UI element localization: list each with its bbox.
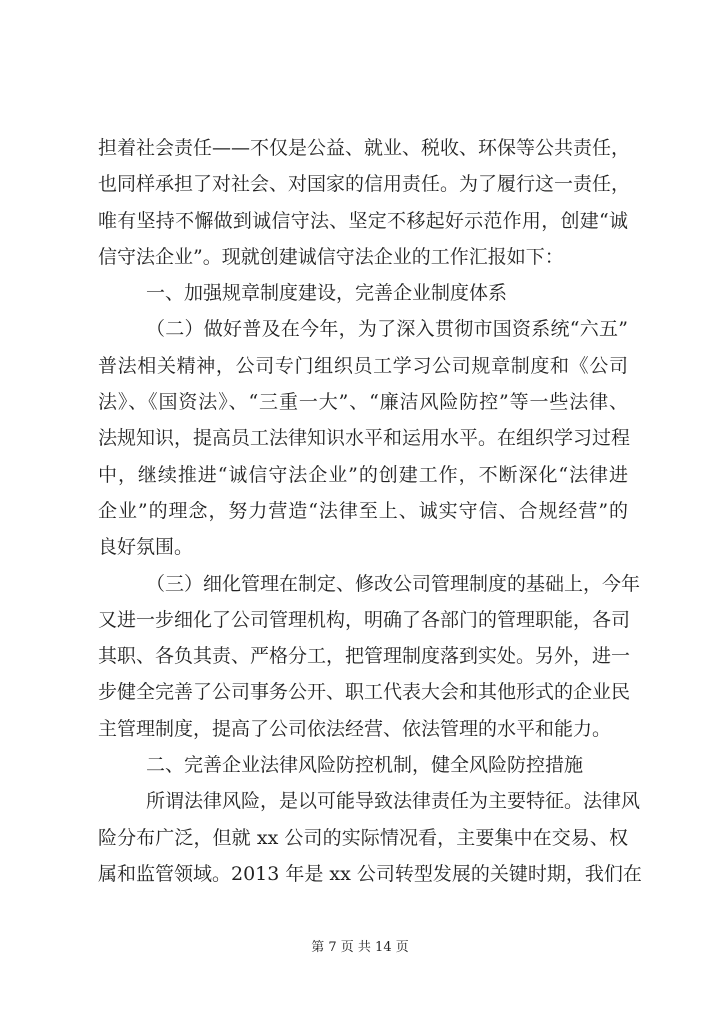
text-line: 法》、《国资法》、“三重一大”、“廉洁风险防控”等一些法律、 <box>98 391 628 414</box>
text-line: 所谓法律风险，是以可能导致法律责任为主要特征。法律风 <box>146 790 641 813</box>
text-line: （二）做好普及在今年，为了深入贯彻市国资系统“六五” <box>146 318 628 341</box>
text-line: 信守法企业”。现就创建诚信守法企业的工作汇报如下： <box>98 245 564 268</box>
text-line: 普法相关精神，公司专门组织员工学习公司规章制度和《公司 <box>98 354 628 377</box>
text-line: 中，继续推进“诚信守法企业”的创建工作，不断深化“法律进 <box>98 463 628 486</box>
text-line: （三）细化管理在制定、修改公司管理制度的基础上，今年 <box>146 572 641 595</box>
text-line: 企业”的理念，努力营造“法律至上、诚实守信、合规经营”的 <box>98 499 628 522</box>
section-heading: 二、完善企业法律风险防控机制，健全风险防控措施 <box>146 754 584 777</box>
text-line: 步健全完善了公司事务公开、职工代表大会和其他形式的企业民 <box>98 681 631 704</box>
text-line: 唯有坚持不懈做到诚信守法、坚定不移起好示范作用，创建“诚 <box>98 209 628 232</box>
text-line: 主管理制度，提高了公司依法经营、依法管理的水平和能力。 <box>98 717 612 740</box>
text-line: 法规知识，提高员工法律知识水平和运用水平。在组织学习过程 <box>98 427 631 450</box>
document-body <box>98 130 642 892</box>
text-line: 也同样承担了对社会、对国家的信用责任。为了履行这一责任， <box>98 173 631 196</box>
text-line: 其职、各负其责、严格分工，把管理制度落到实处。另外，进一 <box>98 645 631 668</box>
text-line: 又进一步细化了公司管理机构，明确了各部门的管理职能，各司 <box>98 608 631 631</box>
page-number: 第 7 页 共 14 页 <box>311 940 409 955</box>
text-line: 险分布广泛，但就 xx 公司的实际情况看，主要集中在交易、权 <box>98 826 628 849</box>
text-line: 担着社会责任——不仅是公益、就业、税收、环保等公共责任， <box>98 137 631 159</box>
section-heading: 一、加强规章制度建设，完善企业制度体系 <box>146 282 508 305</box>
text-line: 良好氛围。 <box>98 536 194 559</box>
text-line: 属和监管领域。2013 年是 xx 公司转型发展的关键时期，我们在 <box>98 862 642 885</box>
